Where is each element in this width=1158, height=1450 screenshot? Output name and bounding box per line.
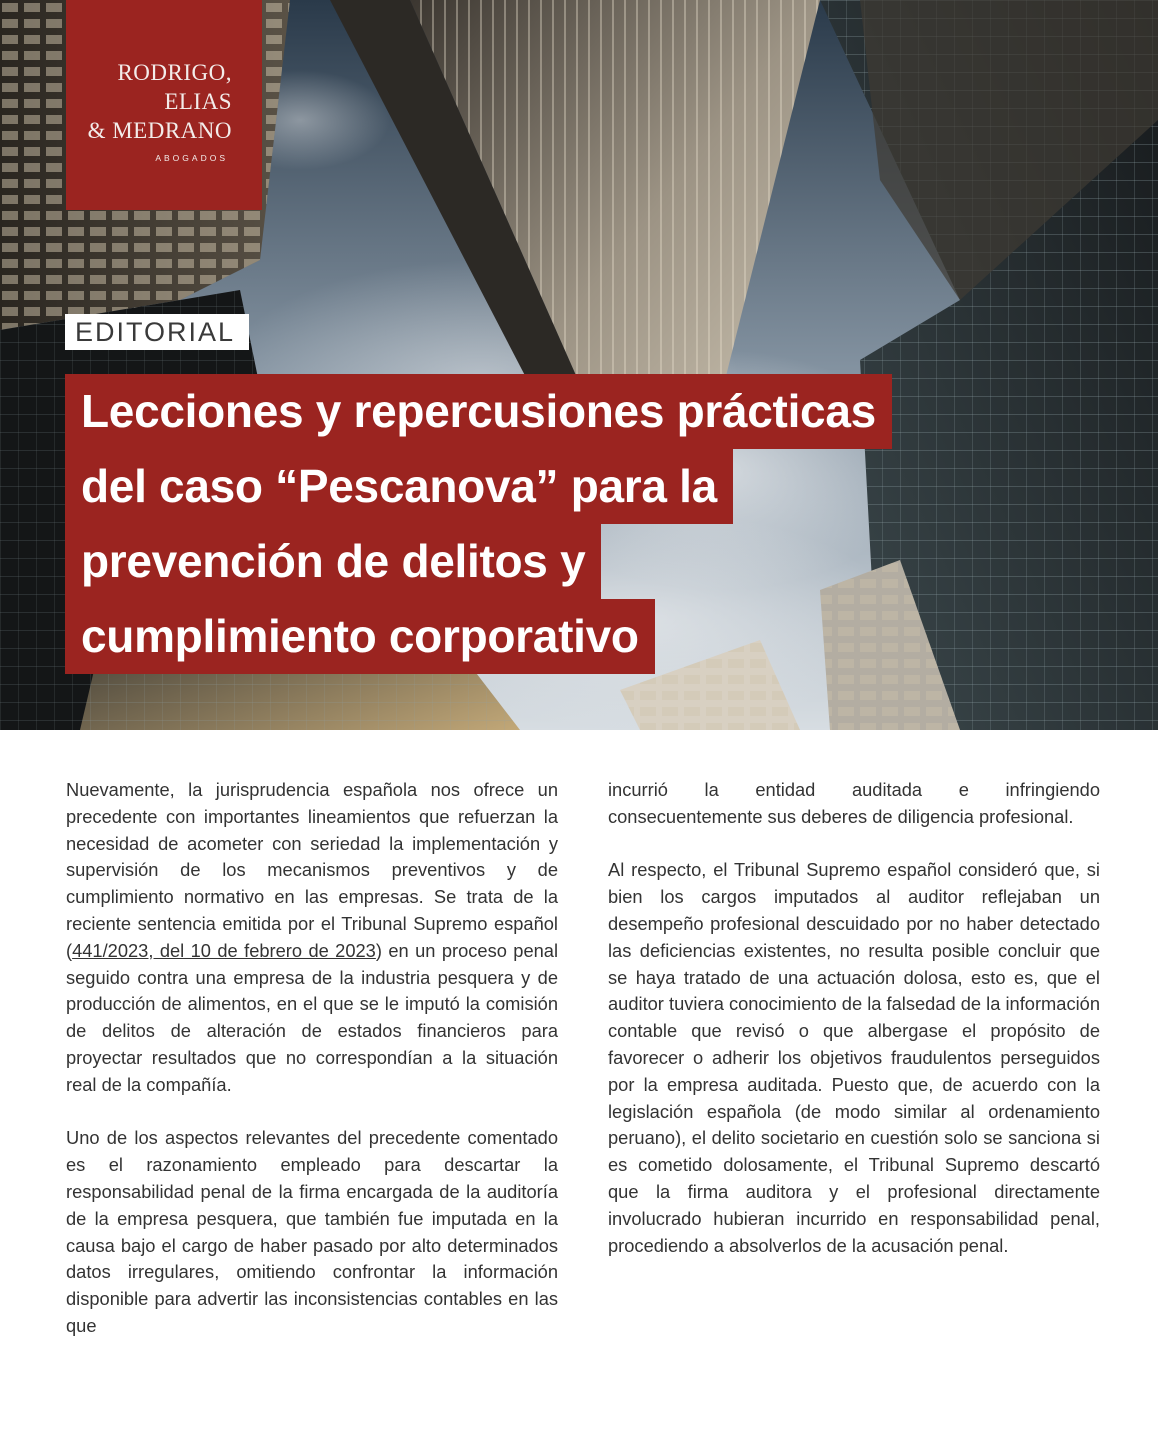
logo-tagline: ABOGADOS <box>155 152 228 163</box>
article-title <box>65 374 892 674</box>
left-paragraph-2: Uno de los aspectos relevantes del precedente comentado es el razonamiento empleado para descartar la responsabilidad penal de la firma encargada de la auditoría de la empresa pesquera, que también fue imputada en la causa bajo el cargo de haber pasado por alto determinados datos irregulares, omitiendo confrontar la información disponible para advertir las inconsistencias contables en las que <box>66 1127 558 1336</box>
logo-line-1: RODRIGO, <box>117 59 232 85</box>
left-p1-before: Nuevamente, la jurisprudencia española nos ofrece un precedente con importantes lineamientos que refuerzan la necesidad de acometer con seriedad la implementación y supervisión de los mecanismos preventivos y de cumplimiento normativo en las empresas. Se trata de la reciente sentencia emitida por el Tribunal Supremo español ( <box>66 779 558 961</box>
right-paragraph-2: Al respecto, el Tribunal Supremo español consideró que, si bien los cargos imputados al auditor reflejaban un desempeño profesional descuidado por no haber detectado las deficiencias existentes, no resulta posible concluir que se haya tratado de una actuación dolosa, esto es, que el auditor tuviera conocimiento de la falsedad de la información contable que revisó o que albergase el propósito de favorecer o adherir los objetivos fraudulentos perseguidos por la empresa auditada. Puesto que, de acuerdo con la legislación española (de modo similar al ordenamiento peruano), el delito societario en cuestión solo se sanciona si es cometido dolosamente, el Tribunal Supremo descartó que la firma auditora y el profesional directamente involucrado hubieran incurrido en responsabilidad penal, procediendo a absolverlos de la acusación penal. <box>608 859 1100 1256</box>
left-paragraph-1 <box>66 777 558 1099</box>
left-column <box>66 777 558 1367</box>
section-tag: EDITORIAL <box>65 314 249 350</box>
title-line-4: cumplimiento corporativo <box>65 599 655 674</box>
logo-line-2: ELIAS <box>164 88 232 114</box>
right-column <box>608 777 1100 1286</box>
sentence-link[interactable]: 441/2023, del 10 de febrero de 2023 <box>72 939 376 961</box>
right-paragraph-1: incurrió la entidad auditada e infringiendo consecuentemente sus deberes de diligencia profesional. <box>608 779 1100 827</box>
title-line-2: del caso “Pescanova” para la <box>65 449 733 524</box>
left-p1-after: ) en un proceso penal seguido contra una empresa de la industria pesquera y de producción de alimentos, en el que se le imputó la comisión de delitos de alteración de estados financieros para proyectar resultados que no correspondían a la situación real de la compañía. <box>66 939 559 1095</box>
company-logo <box>66 0 262 210</box>
title-line-1: Lecciones y repercusiones prácticas <box>65 374 892 449</box>
logo-line-3: & MEDRANO <box>87 117 232 143</box>
title-line-3: prevención de delitos y <box>65 524 601 599</box>
